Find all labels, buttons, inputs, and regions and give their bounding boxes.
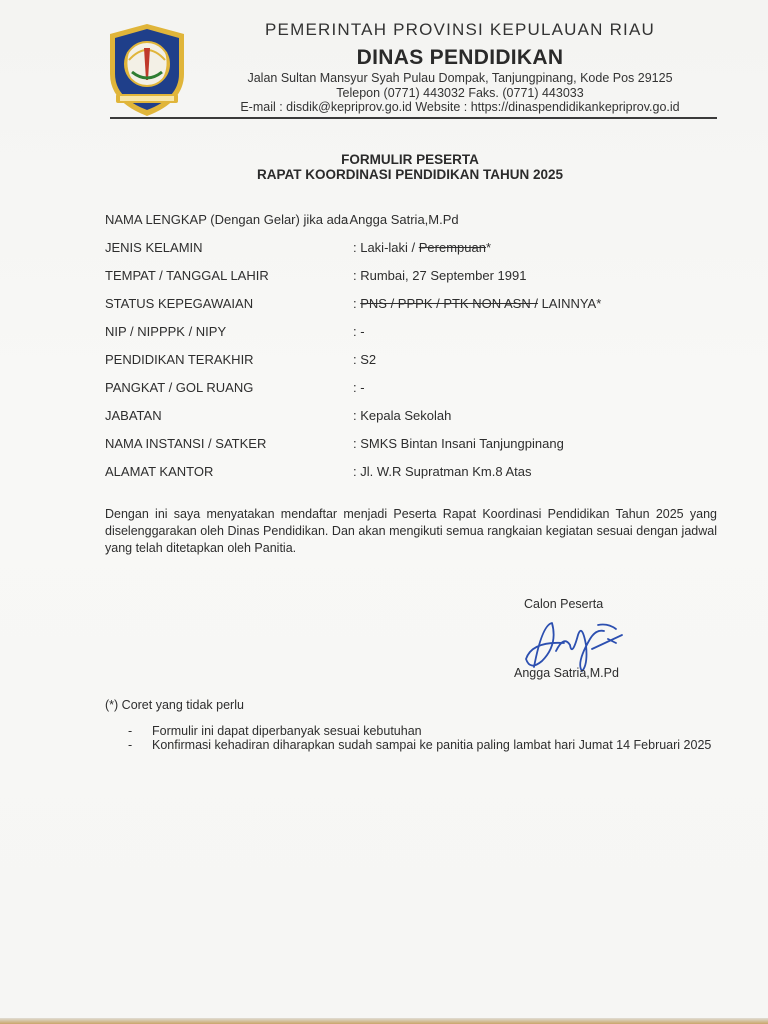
header-divider	[110, 117, 717, 119]
colon: :	[353, 296, 361, 311]
bullet-dash: -	[128, 738, 133, 752]
form-title: FORMULIR PESERTA	[341, 152, 479, 167]
field-label: NAMA LENGKAP (Dengan Gelar) jika ada	[105, 212, 349, 227]
page-bottom-edge	[0, 1018, 768, 1024]
bullet-dash: -	[128, 724, 133, 738]
department-name: DINAS PENDIDIKAN	[356, 46, 564, 69]
signature-label: Calon Peserta	[524, 597, 604, 611]
field-label: JENIS KELAMIN	[105, 240, 203, 255]
status-options-struck: PNS / PPPK / PTK NON ASN /	[360, 296, 538, 311]
status-option-selected: LAINNYA*	[537, 296, 602, 311]
field-value: : S2	[353, 352, 377, 367]
list-item	[128, 724, 718, 738]
field-value: : Angga Satria,M.Pd	[343, 212, 459, 227]
government-name: PEMERINTAH PROVINSI KEPULAUAN RIAU	[265, 20, 655, 39]
form-subtitle: RAPAT KOORDINASI PENDIDIKAN TAHUN 2025	[256, 167, 564, 182]
field-value: : Kepala Sekolah	[353, 408, 452, 423]
department-email-website: E-mail : disdik@kepriprov.go.id Website : https://dinaspendidikankepriprov.go.id	[240, 100, 680, 114]
field-value: : Jl. W.R Supratman Km.8 Atas	[353, 464, 532, 479]
strike-note: (*) Coret yang tidak perlu	[105, 698, 244, 712]
provincial-emblem-icon	[106, 22, 188, 118]
field-value: : SMKS Bintan Insani Tanjungpinang	[353, 436, 564, 451]
asterisk: *	[485, 240, 492, 255]
gender-option-selected: : Laki-laki /	[353, 240, 419, 255]
field-value: : -	[353, 380, 365, 395]
field-label: PENDIDIKAN TERAKHIR	[105, 352, 254, 367]
field-value: : Rumbai, 27 September 1991	[353, 268, 527, 283]
field-label: PANGKAT / GOL RUANG	[105, 380, 254, 395]
signer-name: Angga Satria,M.Pd	[514, 666, 619, 680]
note-text: Konfirmasi kehadiran diharapkan sudah sampai ke panitia paling lambat hari Jumat 14 Februari 2025	[152, 738, 712, 752]
field-value	[353, 240, 491, 255]
field-label: NIP / NIPPPK / NIPY	[105, 324, 227, 339]
field-label: TEMPAT / TANGGAL LAHIR	[105, 268, 269, 283]
notes-list	[128, 724, 718, 752]
department-address: Jalan Sultan Mansyur Syah Pulau Dompak, Tanjungpinang, Kode Pos 29125	[247, 71, 673, 85]
field-value	[353, 296, 601, 311]
declaration-paragraph: Dengan ini saya menyatakan mendaftar menjadi Peserta Rapat Koordinasi Pendidikan Tahun 2025 yang diselenggarakan oleh Dinas Pendidikan. Dan akan mengikuti semua rangkaian kegiatan sesuai dengan jadwal yang telah ditetapkan oleh Panitia.	[105, 507, 717, 555]
field-label: ALAMAT KANTOR	[105, 464, 214, 479]
field-label: STATUS KEPEGAWAIAN	[105, 296, 254, 311]
note-text: Formulir ini dapat diperbanyak sesuai kebutuhan	[152, 724, 422, 738]
department-phone: Telepon (0771) 443032 Faks. (0771) 443033	[336, 86, 584, 100]
field-label: JABATAN	[105, 408, 162, 423]
gender-option-struck: Perempuan	[418, 240, 486, 255]
field-value: : -	[353, 324, 365, 339]
list-item	[128, 738, 718, 752]
field-label: NAMA INSTANSI / SATKER	[105, 436, 267, 451]
